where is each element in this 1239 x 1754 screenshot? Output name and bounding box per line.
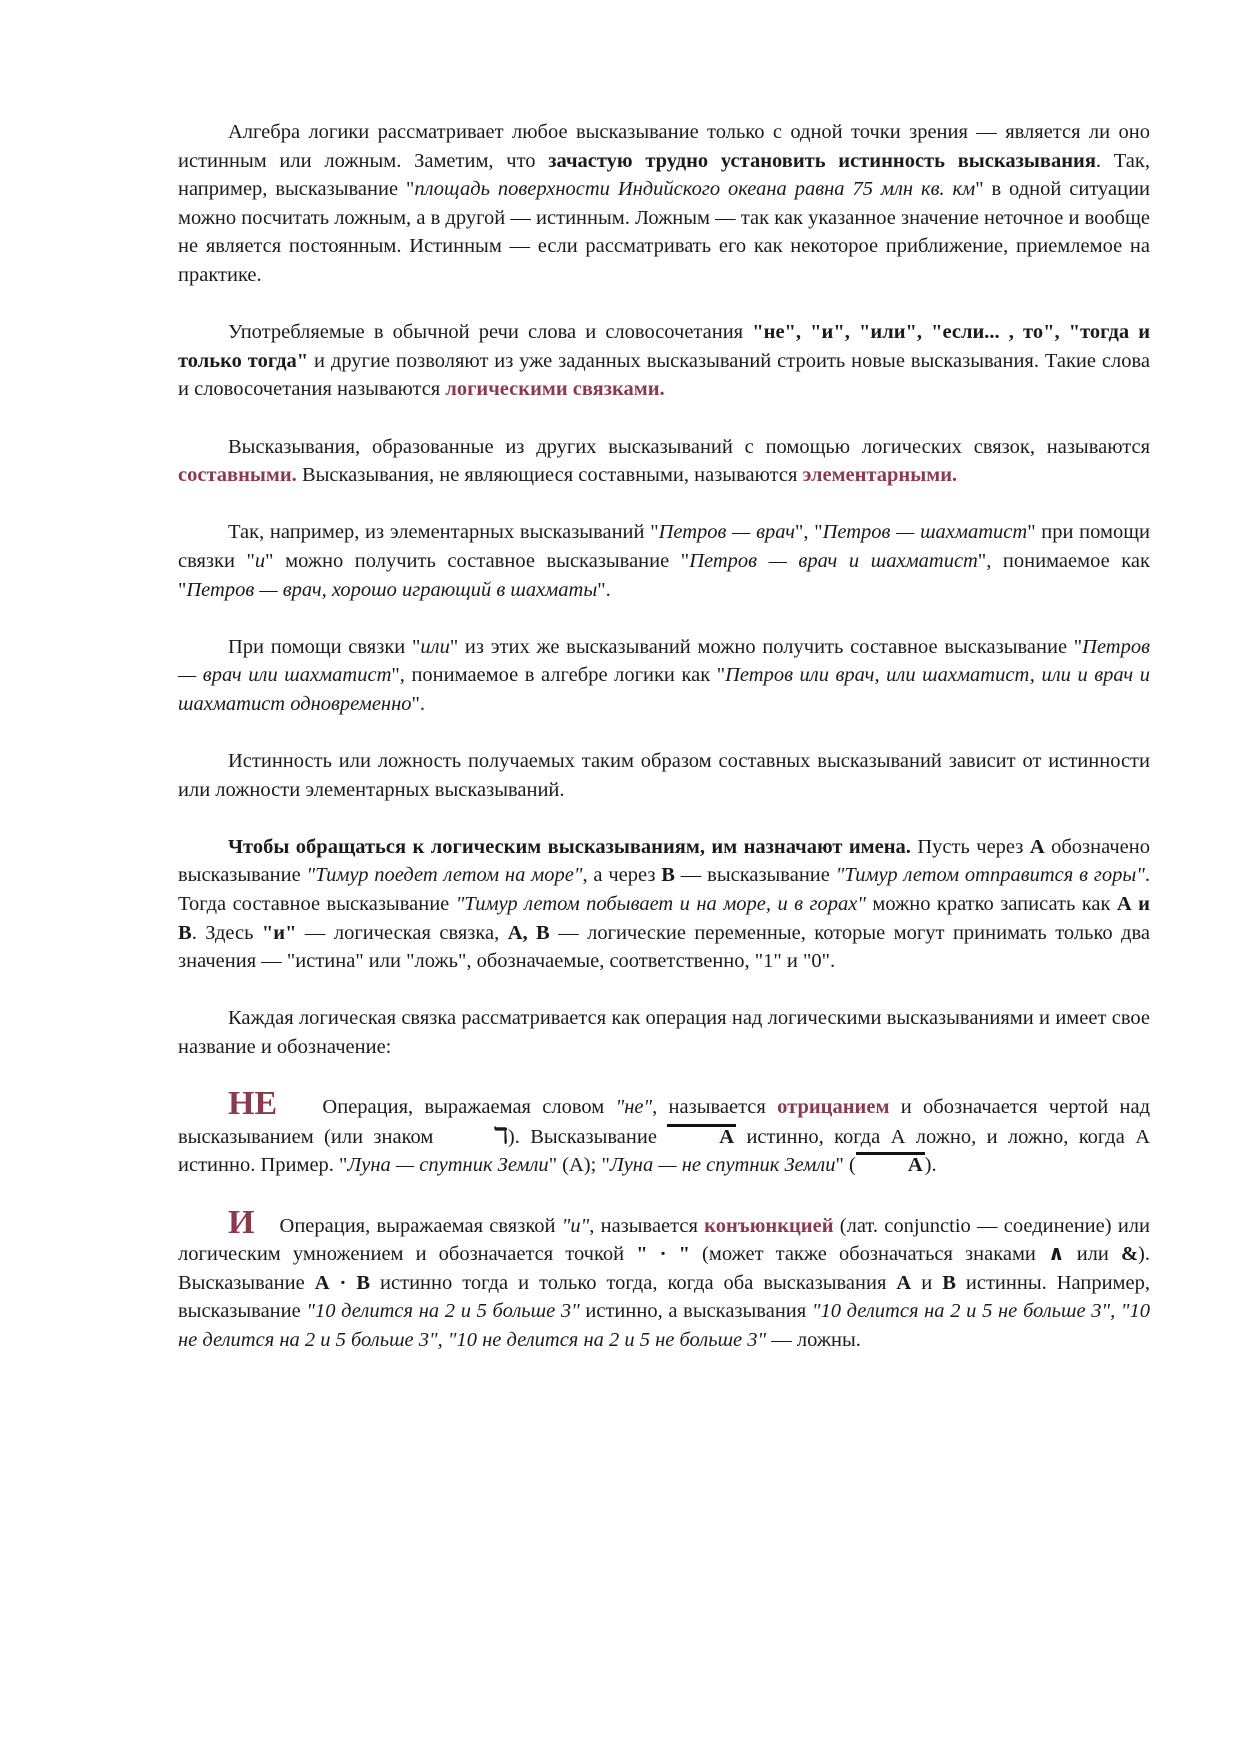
text: (может также обозначаться знаками — [689, 1243, 1048, 1266]
highlight-term: конъюнкцией — [704, 1214, 834, 1237]
text: ", понимаемое в алгебре логики как " — [391, 664, 726, 687]
text: , называется — [652, 1096, 778, 1119]
bold-text: "не", "и", "или", "если... , то", "тогда и только тогда" — [178, 321, 1151, 372]
text: истинно, а высказывания — [579, 1300, 812, 1323]
variable-a: А — [1029, 835, 1045, 858]
heading-not: НЕ — [228, 1085, 278, 1123]
text: , называется — [589, 1214, 705, 1237]
italic-text: Петров — врач и шахматист — [689, 549, 978, 572]
text: (лат. conjunctio — соединение) или логическим умножением и обозначается точкой — [178, 1214, 1151, 1266]
italic-text: "и" — [561, 1214, 590, 1237]
italic-text: или — [420, 635, 450, 658]
bold-text: зачастую трудно установить истинность высказывания — [548, 149, 1096, 172]
text: . Тогда составное высказывание — [178, 864, 1150, 916]
italic-text: Петров или врач, или шахматист, или и врач и шахматист одновременно — [178, 664, 1150, 715]
bold-text: Чтобы обращаться к логическим высказываниям, им назначают имена. — [228, 835, 911, 858]
text: истинно, когда А ложно, и ложно, когда А истинно. Пример. " — [178, 1125, 1151, 1177]
text: " из этих же высказываний можно получить составное высказывание " — [449, 635, 1083, 658]
italic-text: Луна — спутник Земли — [347, 1154, 549, 1177]
heading-and: И — [228, 1203, 255, 1241]
italic-text: "10 делится на 2 и 5 больше 3" — [306, 1300, 580, 1323]
text: истинны. Например, высказывание — [178, 1271, 1150, 1323]
paragraph-example-or — [178, 633, 1150, 719]
text: " можно получить составное высказывание " — [265, 549, 690, 572]
text: ". — [411, 692, 426, 715]
highlight-term: логическими связками. — [445, 378, 665, 401]
bold-text: А, В — [507, 921, 550, 944]
paragraph-truth — [178, 747, 1150, 804]
text: и — [911, 1271, 943, 1294]
text: Употребляемые в обычной речи слова и словосочетания — [228, 321, 753, 344]
paragraph-intro — [178, 118, 1150, 290]
text: ). Высказывание — [178, 1243, 1150, 1294]
variable-a: А — [896, 1271, 912, 1294]
variable-b: В — [661, 864, 675, 887]
text: Алгебра логики рассматривает любое высказывание только с одной точки зрения — является ли оно истинным или ложным. Заметим, что — [178, 121, 1150, 172]
text: ). — [924, 1154, 937, 1177]
italic-text: Луна — не спутник Земли — [609, 1154, 836, 1177]
text: " при помощи связки " — [178, 521, 1150, 572]
italic-text: Петров — врач — [658, 521, 795, 544]
text: — логическая связка, — [296, 921, 508, 944]
text: Операция, выражаемая связкой — [279, 1214, 562, 1237]
text: истинно тогда и только тогда, когда оба высказывания — [370, 1271, 897, 1294]
paragraph-compound — [178, 433, 1150, 490]
text: " ( — [835, 1154, 856, 1177]
negated-a-symbol: А — [856, 1152, 925, 1175]
paragraph-not — [178, 1085, 1151, 1180]
text: Операция, выражаемая словом — [322, 1096, 616, 1119]
text: Высказывания, образованные из других высказываний с помощью логических связок, называются — [228, 435, 1150, 458]
negated-a-symbol: А — [667, 1124, 736, 1147]
italic-text: "Тимур летом отправится в горы" — [835, 864, 1145, 887]
highlight-term: элементарными. — [802, 464, 958, 487]
paragraph-names — [178, 833, 1150, 976]
italic-text: "Тимур летом побывает и на море, и в горах" — [455, 893, 866, 916]
paragraph-example-and — [178, 518, 1150, 604]
text: ). Высказывание — [507, 1125, 668, 1148]
text: При помощи связки " — [228, 635, 421, 658]
paragraph-connectives — [178, 318, 1150, 404]
text: Так, например, из элементарных высказываний " — [228, 521, 659, 544]
bold-text: "и" — [261, 921, 297, 944]
negation-sign-icon: ℸ — [493, 1122, 508, 1148]
text: . Так, например, высказывание " — [178, 149, 1150, 201]
text: или — [1064, 1243, 1121, 1266]
highlight-term: составными. — [178, 464, 297, 487]
italic-text: и — [254, 549, 266, 572]
text: — логические переменные, которые могут принимать только два значения — "истина" или "ложь", обозначаемые, соответственно, "1" и "0". — [178, 921, 1150, 973]
italic-text: "не" — [615, 1096, 653, 1119]
paragraph-and — [178, 1203, 1151, 1355]
text: " (А); " — [548, 1154, 610, 1177]
text: можно кратко записать как — [865, 893, 1117, 916]
text: . Здесь — [191, 921, 262, 944]
dot-sign: " · " — [636, 1243, 690, 1266]
bold-text: А · В — [314, 1271, 371, 1294]
text: , а через — [582, 864, 662, 887]
paragraph-operations-intro — [178, 1004, 1150, 1061]
bold-text: А и В — [178, 893, 1150, 944]
variable-b: В — [942, 1271, 956, 1294]
text: — ложны. — [766, 1328, 861, 1351]
italic-text: площадь поверхности Индийского океана равна 75 млн кв. км — [414, 178, 976, 201]
wedge-sign-icon: ∧ — [1047, 1243, 1065, 1266]
italic-text: Петров — врач или шахматист — [178, 635, 1150, 687]
document-page — [178, 118, 1150, 1383]
highlight-term: отрицанием — [777, 1096, 890, 1119]
text: и другие позволяют из уже заданных высказываний строить новые высказывания. Такие слова и словосочетания называются — [178, 349, 1150, 401]
text: — высказывание — [674, 864, 836, 887]
text: ", понимаемое как " — [178, 549, 1150, 601]
text: Истинность или ложность получаемых таким образом составных высказываний зависит от истинности или ложности элементарных высказываний. — [178, 750, 1150, 801]
text: ", " — [795, 521, 823, 544]
italic-text: "Тимур поедет летом на море" — [306, 864, 583, 887]
text: обозначено высказывание — [178, 835, 1150, 887]
italic-text: Петров — шахматист — [822, 521, 1028, 544]
text: Каждая логическая связка рассматривается как операция над логическими высказываниями и имеет свое название и обозначение: — [178, 1007, 1150, 1058]
text: и обозначается чертой над высказыванием (или знаком — [178, 1096, 1151, 1148]
text: " в одной ситуации можно посчитать ложным, а в другой — истинным. Ложным — так как указанное значение неточное и вообще не является постоянным. Истинным — если рассматривать его как некоторое приближение, приемлемое на практике. — [178, 178, 1151, 286]
text: Пусть через — [910, 835, 1030, 858]
text: Высказывания, не являющиеся составными, называются — [296, 464, 803, 487]
ampersand-sign-icon: & — [1120, 1243, 1139, 1266]
text: ". — [597, 578, 611, 601]
italic-text: Петров — врач, хорошо играющий в шахматы — [186, 578, 598, 601]
italic-text: "10 делится на 2 и 5 не больше 3", "10 не делится на 2 и 5 больше 3", "10 не делится на 2 и 5 не больше 3" — [178, 1300, 1150, 1351]
